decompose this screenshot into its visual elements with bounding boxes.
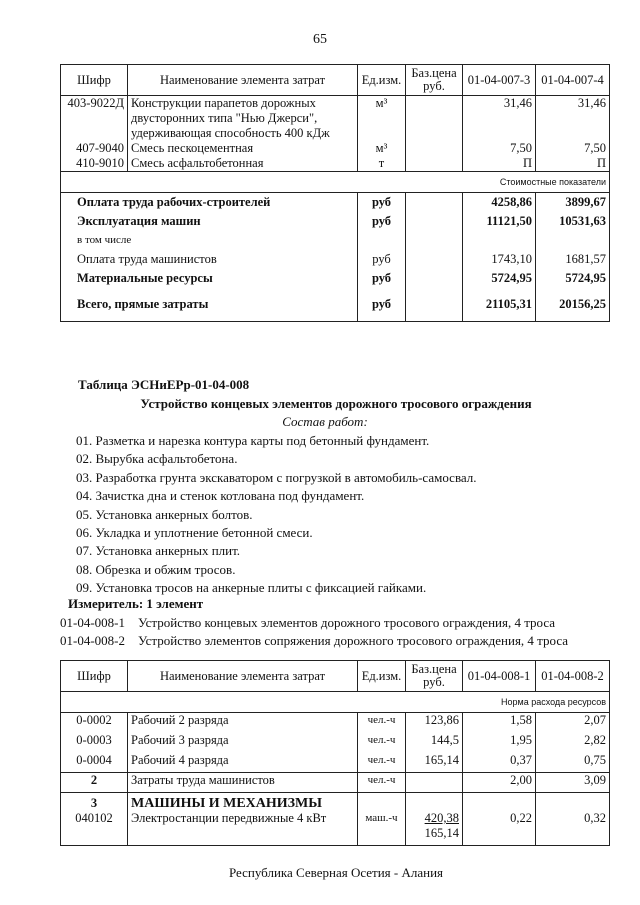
col-header: Ед.изм. bbox=[358, 661, 406, 692]
unit: чел.-ч bbox=[358, 773, 406, 793]
works-list bbox=[76, 432, 477, 598]
value: 2,82 bbox=[536, 733, 610, 753]
value: 7,50 bbox=[463, 141, 536, 156]
value: 31,46 bbox=[536, 96, 610, 142]
unit: чел.-ч bbox=[358, 753, 406, 773]
name: Затраты труда машинистов bbox=[128, 773, 358, 793]
unit: руб bbox=[358, 288, 406, 322]
value: 0,37 bbox=[463, 753, 536, 773]
col-header: 01-04-007-3 bbox=[463, 65, 536, 96]
value: 2,07 bbox=[536, 713, 610, 733]
col-header: Шифр bbox=[61, 65, 128, 96]
value: 3899,67 bbox=[536, 193, 610, 212]
price: 420,38 bbox=[424, 811, 459, 825]
work-item: 03. Разработка грунта экскаватором с погрузкой в автомобиль-самосвал. bbox=[76, 469, 477, 485]
measure-item bbox=[60, 614, 568, 632]
section-label: Норма расхода ресурсов bbox=[61, 692, 610, 713]
code: 410-9010 bbox=[61, 156, 128, 172]
page-number: 65 bbox=[313, 32, 327, 47]
value: 1,95 bbox=[463, 733, 536, 753]
unit: т bbox=[358, 156, 406, 172]
code: 0-0002 bbox=[61, 713, 128, 733]
value bbox=[536, 231, 610, 250]
code: 0-0003 bbox=[61, 733, 128, 753]
col-header: Шифр bbox=[61, 661, 128, 692]
name: Материальные ресурсы bbox=[61, 269, 358, 288]
table-row bbox=[61, 193, 610, 212]
value: 7,50 bbox=[536, 141, 610, 156]
work-item: 08. Обрезка и обжим тросов. bbox=[76, 561, 236, 577]
name: Рабочий 4 разряда bbox=[128, 753, 358, 773]
col-header: 01-04-007-4 bbox=[536, 65, 610, 96]
unit: маш.-ч bbox=[358, 811, 406, 845]
value bbox=[463, 231, 536, 250]
table-row bbox=[61, 753, 610, 773]
table-row bbox=[61, 250, 610, 269]
table-row bbox=[61, 773, 610, 793]
name: в том числе bbox=[61, 231, 358, 250]
table-row bbox=[61, 288, 610, 322]
measure-item bbox=[60, 632, 568, 650]
code: 3 bbox=[61, 793, 128, 812]
price bbox=[406, 193, 463, 212]
value: 2,00 bbox=[463, 773, 536, 793]
value: П bbox=[536, 156, 610, 172]
value: 4258,86 bbox=[463, 193, 536, 212]
item-text: Устройство элементов сопряжения дорожного тросового ограждения, 4 троса bbox=[138, 633, 569, 648]
table-row bbox=[61, 793, 610, 812]
col-header: 01-04-008-2 bbox=[536, 661, 610, 692]
unit: чел.-ч bbox=[358, 713, 406, 733]
name: Оплата труда рабочих-строителей bbox=[61, 193, 358, 212]
value: 0,22 bbox=[463, 811, 536, 845]
name: Конструкции парапетов дорожных двусторонних типа "Нью Джерси", удерживающая способность 400 кДж bbox=[128, 96, 358, 142]
price: 165,14 bbox=[406, 753, 463, 773]
name: МАШИНЫ И МЕХАНИЗМЫ bbox=[128, 793, 358, 812]
price: 144,5 bbox=[406, 733, 463, 753]
item-text: Устройство концевых элементов дорожного тросового ограждения, 4 троса bbox=[138, 615, 556, 630]
resources-table-1 bbox=[60, 64, 610, 322]
value: 0,75 bbox=[536, 753, 610, 773]
unit: руб bbox=[358, 193, 406, 212]
table-row bbox=[61, 811, 610, 845]
code: 403-9022Д bbox=[61, 96, 128, 142]
value: 21105,31 bbox=[463, 288, 536, 322]
value: П bbox=[463, 156, 536, 172]
work-item: 01. Разметка и нарезка контура карты под бетонный фундамент. bbox=[76, 433, 430, 448]
work-item: 02. Вырубка асфальтобетона. bbox=[76, 451, 238, 467]
price bbox=[406, 231, 463, 250]
price bbox=[406, 96, 463, 142]
price: 123,86 bbox=[406, 713, 463, 733]
code: 2 bbox=[61, 773, 128, 793]
name: Рабочий 3 разряда bbox=[128, 733, 358, 753]
table-row bbox=[61, 713, 610, 733]
section-label: Стоимостные показатели bbox=[61, 172, 610, 193]
table-row bbox=[61, 96, 610, 142]
value: 5724,95 bbox=[536, 269, 610, 288]
item-code: 01-04-008-1 bbox=[60, 615, 125, 630]
item-code: 01-04-008-2 bbox=[60, 633, 125, 648]
name: Электростанции передвижные 4 кВт bbox=[128, 811, 358, 845]
col-header: Баз.цена руб. bbox=[406, 65, 463, 96]
price bbox=[406, 269, 463, 288]
work-item: 06. Укладка и уплотнение бетонной смеси. bbox=[76, 525, 313, 541]
table-row bbox=[61, 269, 610, 288]
price bbox=[406, 288, 463, 322]
price bbox=[406, 141, 463, 156]
name: Всего, прямые затраты bbox=[61, 288, 358, 322]
code: 0-0004 bbox=[61, 753, 128, 773]
value: 5724,95 bbox=[463, 269, 536, 288]
value: 10531,63 bbox=[536, 212, 610, 231]
code: 040102 bbox=[61, 811, 128, 845]
unit: руб bbox=[358, 269, 406, 288]
price bbox=[406, 212, 463, 231]
name: Смесь пескоцементная bbox=[128, 141, 358, 156]
work-heading: Состав работ: bbox=[282, 414, 368, 429]
table-row bbox=[61, 231, 610, 250]
price: 165,14 bbox=[424, 826, 459, 840]
footer: Республика Северная Осетия - Алания bbox=[228, 865, 444, 880]
work-item: 07. Установка анкерных плит. bbox=[76, 543, 241, 559]
value: 31,46 bbox=[463, 96, 536, 142]
unit: чел.-ч bbox=[358, 733, 406, 753]
unit: руб bbox=[358, 212, 406, 231]
unit: м³ bbox=[358, 141, 406, 156]
table-title: Таблица ЭСНиЕРр-01-04-008 bbox=[78, 377, 250, 392]
items-list bbox=[60, 614, 568, 650]
subtitle: Устройство концевых элементов дорожного тросового ограждения bbox=[140, 396, 532, 411]
price bbox=[406, 250, 463, 269]
unit: руб bbox=[358, 250, 406, 269]
resources-table-2 bbox=[60, 660, 610, 846]
value: 11121,50 bbox=[463, 212, 536, 231]
col-header: Баз.цена руб. bbox=[406, 661, 463, 692]
table-header bbox=[61, 65, 610, 96]
table-row bbox=[61, 156, 610, 172]
col-header: 01-04-008-1 bbox=[463, 661, 536, 692]
value: 20156,25 bbox=[536, 288, 610, 322]
value: 1,58 bbox=[463, 713, 536, 733]
unit bbox=[358, 231, 406, 250]
value: 0,32 bbox=[536, 811, 610, 845]
name: Рабочий 2 разряда bbox=[128, 713, 358, 733]
col-header: Наименование элемента затрат bbox=[128, 661, 358, 692]
work-item: 04. Зачистка дна и стенок котлована под фундамент. bbox=[76, 488, 365, 504]
table-row bbox=[61, 733, 610, 753]
col-header: Наименование элемента затрат bbox=[128, 65, 358, 96]
price bbox=[406, 156, 463, 172]
table-row bbox=[61, 212, 610, 231]
name: Оплата труда машинистов bbox=[61, 250, 358, 269]
name: Смесь асфальтобетонная bbox=[128, 156, 358, 172]
unit: м³ bbox=[358, 96, 406, 142]
work-item: 05. Установка анкерных болтов. bbox=[76, 506, 253, 522]
value: 3,09 bbox=[536, 773, 610, 793]
name: Эксплуатация машин bbox=[61, 212, 358, 231]
measure: Измеритель: 1 элемент bbox=[68, 596, 204, 611]
value: 1743,10 bbox=[463, 250, 536, 269]
col-header: Ед.изм. bbox=[358, 65, 406, 96]
work-item: 09. Установка тросов на анкерные плиты с фиксацией гайками. bbox=[76, 580, 427, 596]
table-row bbox=[61, 141, 610, 156]
code: 407-9040 bbox=[61, 141, 128, 156]
value: 1681,57 bbox=[536, 250, 610, 269]
